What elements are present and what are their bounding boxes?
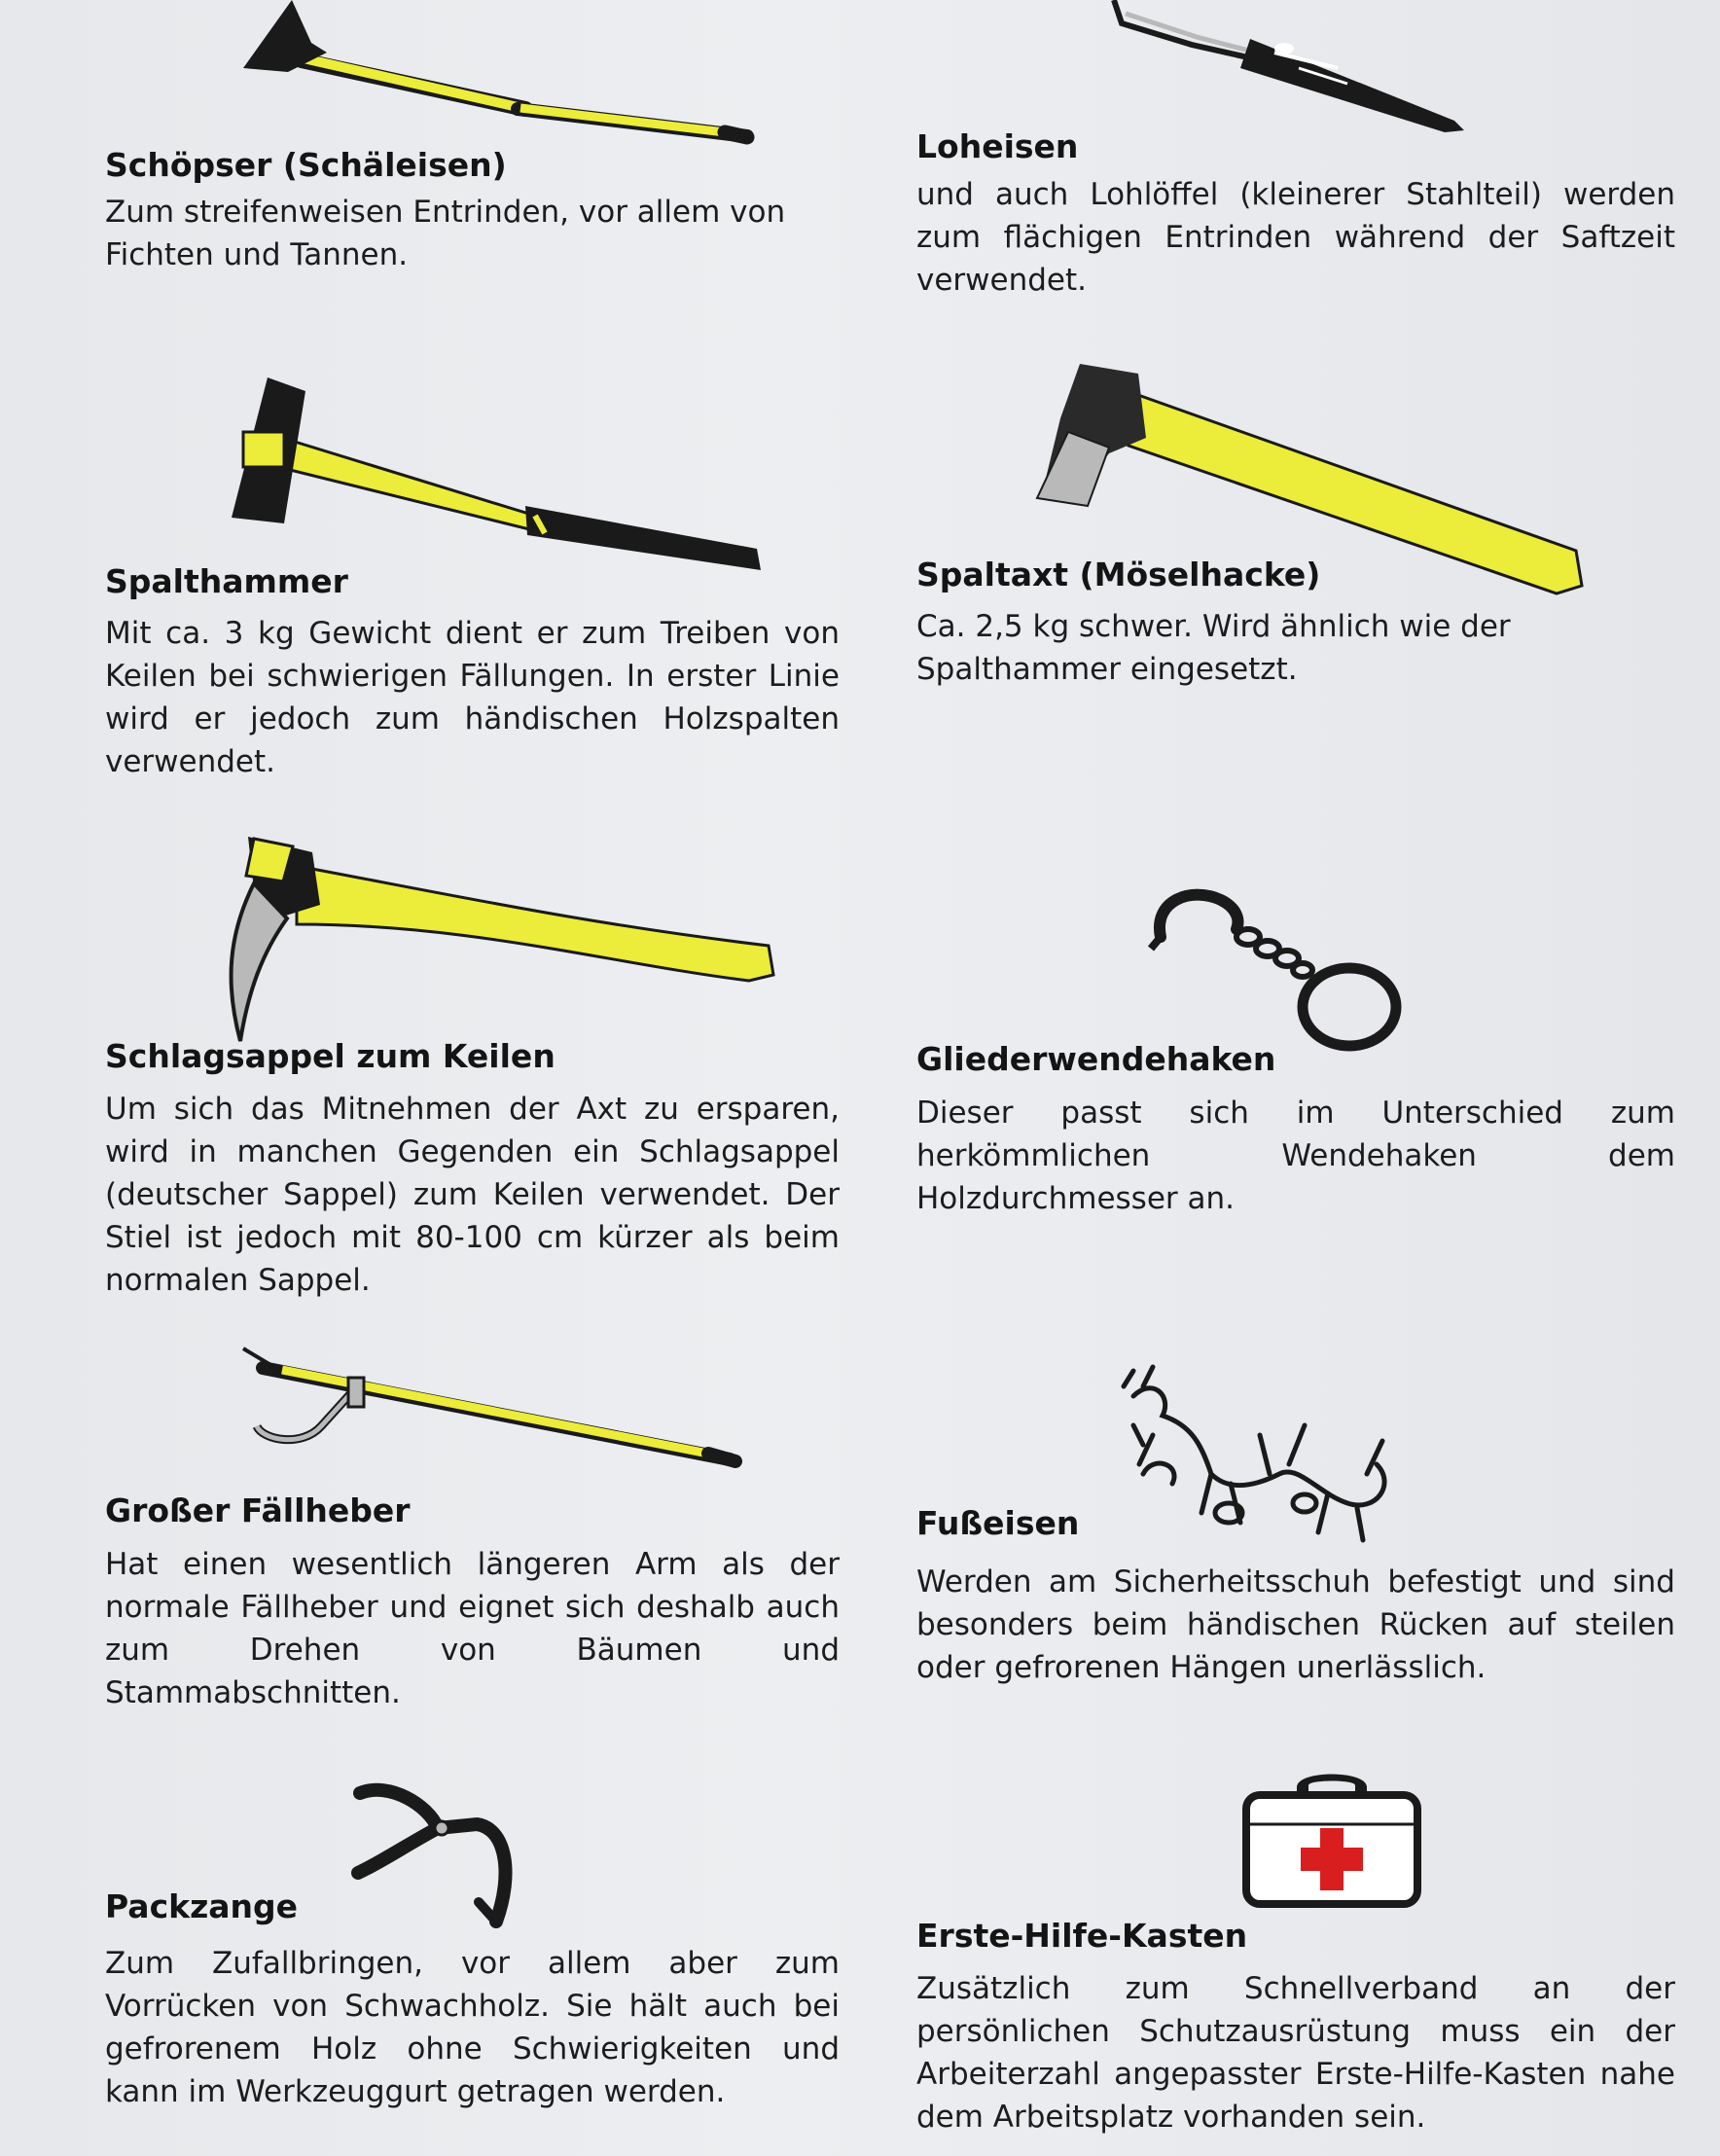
felling-lever-icon [243, 1343, 749, 1479]
item-description: Ca. 2,5 kg schwer. Wird ähnlich wie der Spalthammer eingesetzt. [916, 609, 1511, 687]
item-description: Um sich das Mitnehmen der Axt zu ersparen, wird in manchen Gegenden ein Schlagsappel (deutscher Sappel) zum Keilen verwendet. Der Stiel ist jedoch mit 80-100 cm kürzer als beim normalen Sappel. [105, 1092, 840, 1298]
item-description: Zum Zufallbringen, vor allem aber zum Vorrücken von Schwachholz. Sie hält auch bei gefrorenem Holz ohne Schwierigkeiten und kann im Werkzeuggurt getragen werden. [105, 1946, 840, 2109]
item-title: Gliederwendehaken [916, 1040, 1276, 1078]
crampons-icon [1114, 1367, 1406, 1542]
item-description: Hat einen wesentlich längeren Arm als der normale Fällheber und eignet sich deshalb auch zum Drehen von Bäumen und Stammabschnitten. [105, 1547, 840, 1710]
item-description: Mit ca. 3 kg Gewicht dient er zum Treiben von Keilen bei schwierigen Fällungen. In erster Linie wird er jedoch zum händischen Holzspalten verwendet. [105, 616, 840, 779]
pickaroon-icon [219, 817, 793, 1051]
item-title: Fußeisen [916, 1504, 1080, 1542]
splitting-maul-icon [224, 370, 769, 584]
item-description: Dieser passt sich im Unterschied zum herkömmlichen Wendehaken dem Holzdurchmesser an. [916, 1096, 1675, 1216]
bark-peeler-icon [233, 0, 759, 156]
item-title: Packzange [105, 1887, 299, 1925]
item-title: Großer Fällheber [105, 1491, 411, 1529]
bark-spud-icon [1104, 0, 1474, 136]
item-title: Spaltaxt (Möselhacke) [916, 556, 1321, 593]
item-description: Werden am Sicherheitsschuh befestigt und sind besonders beim händischen Rücken auf steilen oder gefrorenen Hängen unerlässlich. [916, 1564, 1675, 1685]
item-title: Loheisen [916, 127, 1079, 165]
chain-hook-icon [1143, 880, 1415, 1056]
first-aid-kit-icon [1240, 1766, 1425, 1912]
item-title: Schöpser (Schäleisen) [105, 146, 507, 184]
item-title: Spalthammer [105, 562, 348, 600]
item-description: Zusätzlich zum Schnellverband an der persönlichen Schutzausrüstung muss ein der Arbeiterzahl angepasster Erste-Hilfe-Kasten nahe dem Arbeitsplatz vorhanden sein. [916, 1971, 1675, 2135]
log-tongs-icon [350, 1785, 545, 1931]
item-description: Zum streifenweisen Entrinden, vor allem von Fichten und Tannen. [105, 195, 786, 272]
item-description: und auch Lohlöffel (kleinerer Stahlteil) werden zum flächigen Entrinden während der Saftzeit verwendet. [916, 177, 1675, 298]
item-title: Schlagsappel zum Keilen [105, 1037, 555, 1075]
item-title: Erste-Hilfe-Kasten [916, 1917, 1248, 1955]
